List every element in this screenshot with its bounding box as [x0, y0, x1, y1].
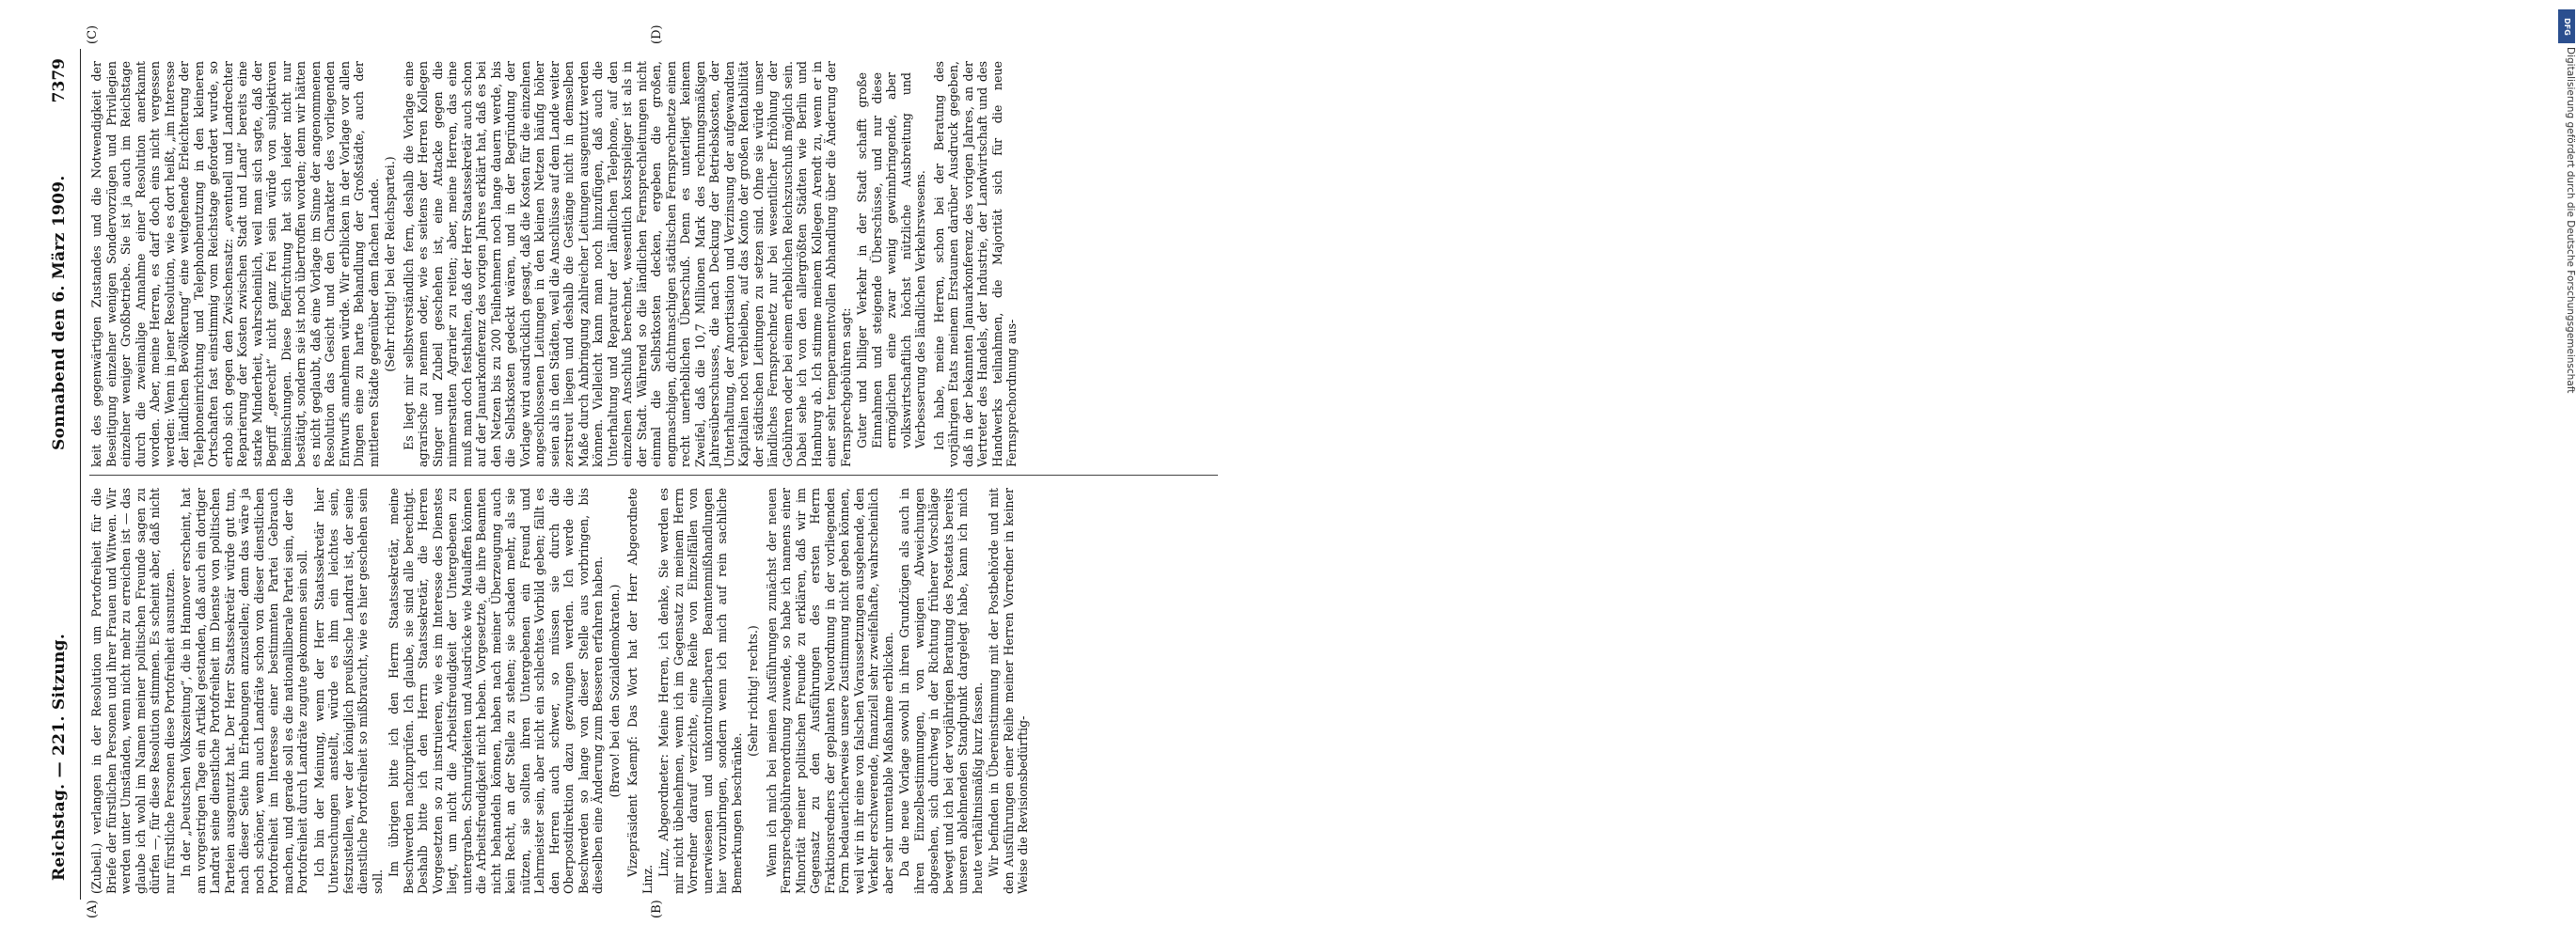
- paragraph: Wenn ich mich bei meinen Ausführungen zunächst der neuen Fernsprechgebührenordnung zuwende, so habe ich namens einer Minorität meiner politischen Freunde zu erklären, daß wir im Gegensatz zu den Ausführungen des ersten Herrn Fraktionsredners der geplanten Neuordnung in der vorliegenden Form bedauerlicherweise unsere Zustimmung nicht geben können, weil wir in ihr eine von falschen Voraussetzungen ausgehende, den Verkehr erschwerende, finanziell sehr zweifelhafte, wahrscheinlich aber sehr unrentable Maßnahme erblicken.: [764, 488, 895, 894]
- running-header: [48, 49, 81, 900]
- paragraph: In der „Deutschen Volkszeitung“, die in Hannover erscheint, hat am vorgestrigen Tage ein Artikel gestanden, daß auch ein dortiger Landrat seine dienstliche Portofreiheit im Dienste von politischen Parteien ausgenutzt hat. Der Herr Staatssekretär würde gut tun, nach dieser Seite hin Erhebungen anzustellen; denn das wäre ja noch schöner, wenn auch Landräte schon von dieser dienstlichen Portofreiheit im Interesse einer bestimmten Partei Gebrauch machen, und gerade soll es die nationalliberale Partei sein, der die Portofreiheit durch Landräte zugute gekommen sein soll.: [179, 488, 309, 894]
- page-content: [48, 24, 1242, 918]
- block-quote: Guter und billiger Verkehr in der Stadt schafft große Einnahmen und steigende Überschüsse, und nur diese ermöglichen eine zwar wenig gewinnbringende, aber volkswirtschaftlich höchst nützliche Ausbreitung und Verbesserung des ländlichen Verkehrswesens.: [855, 72, 927, 448]
- left-column: [89, 488, 1227, 894]
- paragraph: (Zubeil.) verlangen in der Resolution um Portofreiheit für die Briefe der fürstlichen Personen und ihrer Frauen und Witwen. Wir werden unter Umständen, wenn nicht mehr zu erreichen ist — das glaube ich wohl im Namen meiner politischen Freunde sagen zu dürfen —, für diese Resolution stimmen. Es scheint aber, daß nicht nur fürstliche Personen diese Portofreiheit ausnutzen.: [89, 488, 177, 894]
- header-right: Sonnabend den 6. März 1909.: [50, 175, 69, 450]
- paragraph: Linz, Abgeordneter: Meine Herren, ich denke, Sie werden es mir nicht übelnehmen, wenn ich im Gegensatz zu meinem Herrn Vorredner darauf verzichte, eine Reihe von Einzelfällen von unerwiesenen und unkontrollierbaren Beamtenmißhandlungen hier vorzubringen, sondern wenn ich mich auf rein sachliche Bemerkungen beschränke.: [656, 488, 744, 894]
- margin-mark-d: (D): [650, 24, 664, 44]
- digitization-notice: Digitalisierung gefördert durch die Deutsche Forschungsgemeinschaft: [2565, 47, 2576, 394]
- interjection: (Sehr richtig! bei der Reichspartei.): [383, 156, 397, 372]
- margin-mark-a: (A): [86, 900, 100, 918]
- interjection: (Bravo! bei den Sozialdemokraten.): [607, 584, 622, 798]
- page-number: 7379: [50, 58, 69, 103]
- column-divider: [89, 475, 1218, 476]
- right-column: [89, 61, 1227, 467]
- interjection: (Sehr richtig! rechts.): [746, 625, 760, 757]
- margin-mark-b: (B): [650, 900, 664, 918]
- chair-announcement: Vizepräsident Kaempf: Das Wort hat der Herr Abgeordnete Linz.: [625, 488, 655, 894]
- paragraph: Wir befinden in Übereinstimmung mit der Postbehörde und mit den Ausführungen einer Reihe meiner Herren Vorredner in keiner Weise die Revisionsbedürftig-: [987, 488, 1030, 894]
- paragraph: Ich habe, meine Herren, schon bei der Beratung des vorjährigen Etats meinem Erstaunen darüber Ausdruck gegeben, daß in der bekannten Januarkonferenz des vorigen Jahres, an der Vertreter des Handels, der Industrie, der Landwirtschaft und des Handwerks teilnahmen, die Majorität sich für die neue Fernsprechordnung aus-: [931, 61, 1019, 467]
- paragraph: Da die neue Vorlage sowohl in ihren Grundzügen als auch in ihren Einzelbestimmungen, von wenigen Abweichungen abgesehen, sich durchweg in der Richtung früherer Vorschläge bewegt und ich bei der vorjährigen Beratung des Postetats bereits unseren ablehnenden Standpunkt dargelegt habe, kann ich mich heute verhältnismäßig kurz fassen.: [897, 488, 985, 894]
- header-left: Reichstag. — 221. Sitzung.: [50, 633, 69, 881]
- paragraph: Ich bin der Meinung, wenn der Herr Staatssekretär hier Untersuchungen anstellt, würde es ihm ein leichtes sein, festzustellen, wer der königlich preußische Landrat ist, der seine dienstliche Portofreiheit so mißbraucht, wie es hier geschehen sein soll.: [311, 488, 385, 894]
- paragraph: Im übrigen bitte ich den Herrn Staatssekretär, meine Beschwerden nachzuprüfen. Ich glaube, sie sind alle berechtigt. Deshalb bitte ich den Herrn Staatssekretär, die Herren Vorgesetzten so zu instruieren, wie es im Interesse des Dienstes liegt, um nicht die Arbeitsfreudigkeit der Untergebenen zu untergraben. Schnurigkeiten und Ausdrücke wie Maulaffen können die Arbeitsfreudigkeit nicht heben. Vorgesetzte, die ihre Beamten nicht behandeln können, haben nach meiner Überzeugung auch kein Recht, an der Stelle zu stehen; sie schaden mehr, als sie nützen, sie sollten ihren Untergebenen ein Freund und Lehrmeister sein, aber nicht ein schlechtes Vorbild geben; fällt es den Herren auch schwer, so müssen sie durch die Oberpostdirektion dazu gezwungen werden. Ich werde die Beschwerden so lange von dieser Stelle aus vorbringen, bis dieselben eine Änderung zum Besseren erfahren haben.: [387, 488, 605, 894]
- margin-mark-c: (C): [86, 24, 100, 44]
- paragraph: Es liegt mir selbstverständlich fern, deshalb die Vorlage eine agrarische zu nennen oder, wie es seitens der Herren Kollegen Singer und Zubeil geschehen ist, eine Attacke gegen die nimmersatten Agrarier zu reiten; aber, meine Herren, das eine muß man doch festhalten, daß der Herr Staatssekretär auch schon auf der Januarkonferenz des vorigen Jahres erklärt hat, daß es bei den Netzen bis zu 200 Teilnehmern noch lange dauern werde, bis die Selbstkosten gedeckt wären, und in der Begründung der Vorlage wird ausdrücklich gesagt, daß die Kosten für die einzelnen angeschlossenen Leitungen in den kleinen Netzen häufig höher seien als in den Städten, weil die Anschlüsse auf dem Lande weiter zerstreut liegen und deshalb die Gestänge nicht in demselben Maße durch Anbringung zahlreicher Leitungen ausgenutzt werden können. Vielleicht kann man noch hinzufügen, daß auch die Unterhaltung und Reparatur der ländlichen Telephone, auf den einzelnen Anschluß berechnet, wesentlich kostspieliger ist als in der Stadt. Während so die ländlichen Fernsprechleitungen nicht einmal die Selbstkosten decken, ergeben die großen, engmaschigen, dichtmaschigen städtischen Fernsprechnetze einen recht unerheblichen Überschuß. Denn es unterliegt keinem Zweifel, daß die 10,7 Millionen Mark des rechnungsmäßigen Jahresüberschusses, die nach Deckung der Betriebskosten, der Unterhaltung, der Amortisation und Verzinsung der aufgewandten Kapitalien noch verbleiben, auf das Konto der großen Rentabilität der städtischen Leitungen zu setzen sind. Ohne sie würde unser ländliches Fernsprechnetz nur bei wesentlicher Erhöhung der Gebühren oder bei einem erheblichen Reichszuschuß möglich sein. Dabei sehe ich von den allergrößten Städten wie Berlin und Hamburg ab. Ich stimme meinem Kollegen Arendt zu, wenn er in einer sehr temperamentvollen Abhandlung über die Änderung der Fernsprechgebühren sagt:: [401, 61, 853, 467]
- digitization-strip: [1277, 0, 2576, 940]
- dfg-logo-icon: DFG: [2558, 9, 2575, 43]
- rotated-page: [48, 24, 1242, 918]
- paragraph: keit des gegenwärtigen Zustandes und die Notwendigkeit der Beseitigung einzelner wenigen Sondervorzügen und Privilegien einzelner weniger Großbetriebe. Sie ist ja auch im Reichstage durch die zweimalige Annahme einer Resolution anerkannt worden. Aber, meine Herren, es darf doch eins nicht vergessen werden: Wenn in jener Resolution, wie es dort heißt, „im Interesse der ländlichen Bevölkerung“ eine weitgehende Erleichterung der Telephoneinrichtung und Telephonbenutzung in den kleineren Ortschaften fast einstimmig vom Reichstage gefordert wurde, so erhob sich gegen den Zwischensatz: „eventuell und Landrechter Reparierung der Kosten zwischen Stadt und Land“ bereits eine starke Minderheit, wahrscheinlich, weil man sich sagte, daß der Begriff „gerecht“ nicht ganz frei sein würde von subjektiven Beimischungen. Diese Befürchtung hat sich leider nicht nur bestätigt, sondern sie ist noch übertroffen worden; denn wir hätten es nicht geglaubt, daß eine Vorlage im Sinne der angenommenen Resolution das Gesicht und den Charakter des vorliegenden Entwurfs annehmen würde. Wir erblicken in der Vorlage vor allen Dingen eine zu harte Behandlung der Großstädte, auch der mittleren Städte gegenüber dem flachen Lande.: [89, 61, 381, 467]
